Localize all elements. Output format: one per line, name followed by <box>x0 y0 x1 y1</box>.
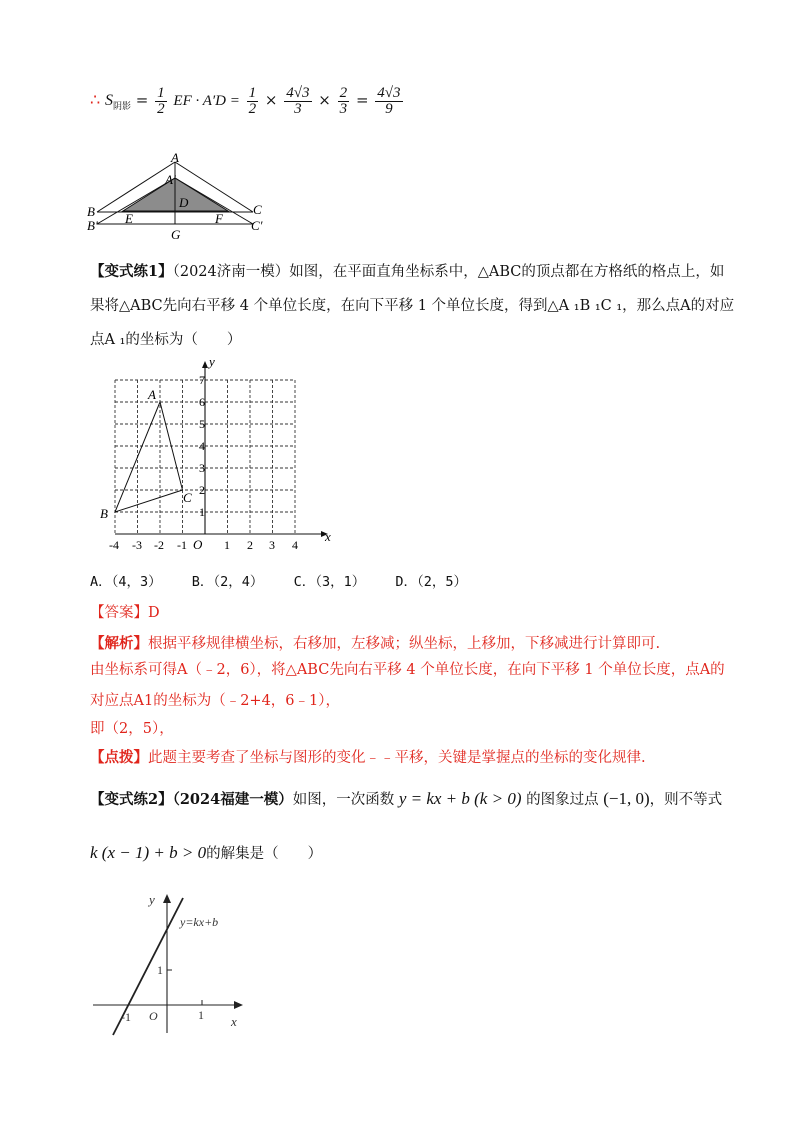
label-b-prime: B′ <box>87 218 98 233</box>
svg-text:-1: -1 <box>177 538 187 552</box>
label-d: D <box>179 195 189 210</box>
y-axis-arrow <box>163 894 171 903</box>
svg-text:4: 4 <box>292 538 298 552</box>
exercise2-text1: 如图，一次函数 <box>292 792 395 808</box>
formula-ef: EF · A′D = <box>173 93 240 109</box>
exercise1-line2: 果将△ABC先向右平移 4 个单位长度，在向下平移 1 个单位长度，得到△A ₁B ₁C ₁，那么点A的对应 <box>90 298 735 314</box>
answer-line: 【答案】D <box>90 605 160 621</box>
label-c-prime: C′ <box>251 218 263 233</box>
tick-label-x1: 1 <box>198 1008 204 1022</box>
fraction-4: $\frac{2}{3}$ <box>339 84 348 117</box>
grid-figure <box>95 356 340 556</box>
svg-text:7: 7 <box>199 373 205 387</box>
svg-text:4: 4 <box>199 439 205 453</box>
option-b[interactable]: B．（2，4） <box>191 574 264 590</box>
x-axis-label: x <box>231 1014 237 1029</box>
point-b-label: B <box>100 506 108 521</box>
formula-eq1: = <box>135 91 149 109</box>
analysis-text: 根据平移规律横坐标，右移加，左移减；纵坐标，上移加，下移减进行计算即可. <box>148 636 661 652</box>
point-a-label: A <box>148 387 156 402</box>
svg-text:2: 2 <box>199 483 205 497</box>
exercise2-text2: 的图象过点 <box>526 792 599 808</box>
line-figure <box>85 888 260 1038</box>
exercise2-func: y = kx + b (k > 0) <box>398 789 522 808</box>
svg-text:1: 1 <box>199 505 205 519</box>
svg-text:3: 3 <box>269 538 275 552</box>
formula-s: S <box>104 92 113 109</box>
area-formula <box>90 80 405 120</box>
label-g: G <box>171 227 181 242</box>
fraction-3: $\frac{4√3}{3}$ <box>286 84 310 117</box>
tick-label-neg1: -1 <box>121 1010 131 1024</box>
tip-tag: 【点拨】 <box>90 749 148 766</box>
analysis-line4: 即（2，5）， <box>90 721 174 737</box>
options-row <box>90 572 467 592</box>
exercise1-line3: 点A ₁的坐标为（ ） <box>90 332 242 348</box>
y-axis-arrow <box>202 361 208 368</box>
formula-sub: 阴影 <box>112 102 131 112</box>
analysis-tag: 【解析】 <box>90 635 148 652</box>
y-axis-label: y <box>209 356 215 369</box>
label-a-prime: A′ <box>165 172 176 187</box>
therefore-symbol: ∴ <box>90 90 101 109</box>
tip-text: 此题主要考查了坐标与图形的变化﹣﹣平移，关键是掌握点的坐标的变化规律. <box>148 750 646 766</box>
point-c-label: C <box>183 490 192 505</box>
formula-times1: × <box>264 91 278 109</box>
analysis-line2: 由坐标系可得A（﹣2，6），将△ABC先向右平移 4 个单位长度，在向下平移 1 个单位长度，点A的 <box>90 662 725 678</box>
option-d[interactable]: D．（2，5） <box>395 574 467 590</box>
triangle-figure <box>85 150 275 245</box>
y-tick-labels <box>199 373 205 519</box>
x-axis-arrow <box>234 1001 243 1009</box>
exercise2-tag: 【变式练2】 <box>90 791 173 808</box>
function-label: y=kx+b <box>180 915 219 929</box>
svg-text:-2: -2 <box>154 538 164 552</box>
svg-text:3: 3 <box>199 461 205 475</box>
svg-text:1: 1 <box>224 538 230 552</box>
label-b: B <box>87 204 95 219</box>
svg-text:-3: -3 <box>132 538 142 552</box>
exercise2-text3: ，则不等式 <box>649 792 723 808</box>
option-c[interactable]: C．（3，1） <box>293 574 366 590</box>
label-a: A <box>171 150 179 165</box>
tick-label-y1: 1 <box>157 963 163 977</box>
label-c: C <box>253 202 262 217</box>
x-axis-label: x <box>325 529 331 544</box>
svg-text:2: 2 <box>247 538 253 552</box>
option-a[interactable]: A．（4，3） <box>90 574 162 590</box>
svg-text:-4: -4 <box>109 538 119 552</box>
exercise2-line1 <box>90 786 722 812</box>
y-axis-label: y <box>149 892 155 907</box>
analysis-line1 <box>90 634 660 654</box>
exercise2-inequality: k (x − 1) + b > 0 <box>90 843 207 862</box>
exercise1-line1 <box>90 262 724 282</box>
exercise2-point: (−1, 0) <box>603 789 650 808</box>
formula-times2: × <box>318 91 331 109</box>
x-tick-labels <box>109 538 298 552</box>
fraction-2: $\frac{1}{2}$ <box>248 84 257 117</box>
exercise1-tag: 【变式练1】 <box>90 263 173 280</box>
label-e: E <box>125 211 133 226</box>
exercise2-line2 <box>90 840 322 866</box>
origin-label: O <box>193 537 203 552</box>
formula-eq2: = <box>355 91 369 109</box>
exercise2-text4: 的解集是（ ） <box>206 846 323 862</box>
origin-label: O <box>149 1009 158 1023</box>
label-f: F <box>215 211 223 226</box>
svg-text:5: 5 <box>199 417 205 431</box>
exercise2-source: （2024福建一模） <box>172 791 293 808</box>
tip-line <box>90 748 646 768</box>
triangle-abc <box>115 402 183 512</box>
exercise1-text1: （2024济南一模）如图，在平面直角坐标系中，△ABC的顶点都在方格纸的格点上，如 <box>172 264 725 280</box>
svg-text:6: 6 <box>199 395 205 409</box>
analysis-line3: 对应点A1的坐标为（﹣2+4，6﹣1）， <box>90 693 340 709</box>
fraction-5: $\frac{4√3}{9}$ <box>377 84 401 117</box>
fraction-1: $\frac{1}{2}$ <box>157 84 165 117</box>
